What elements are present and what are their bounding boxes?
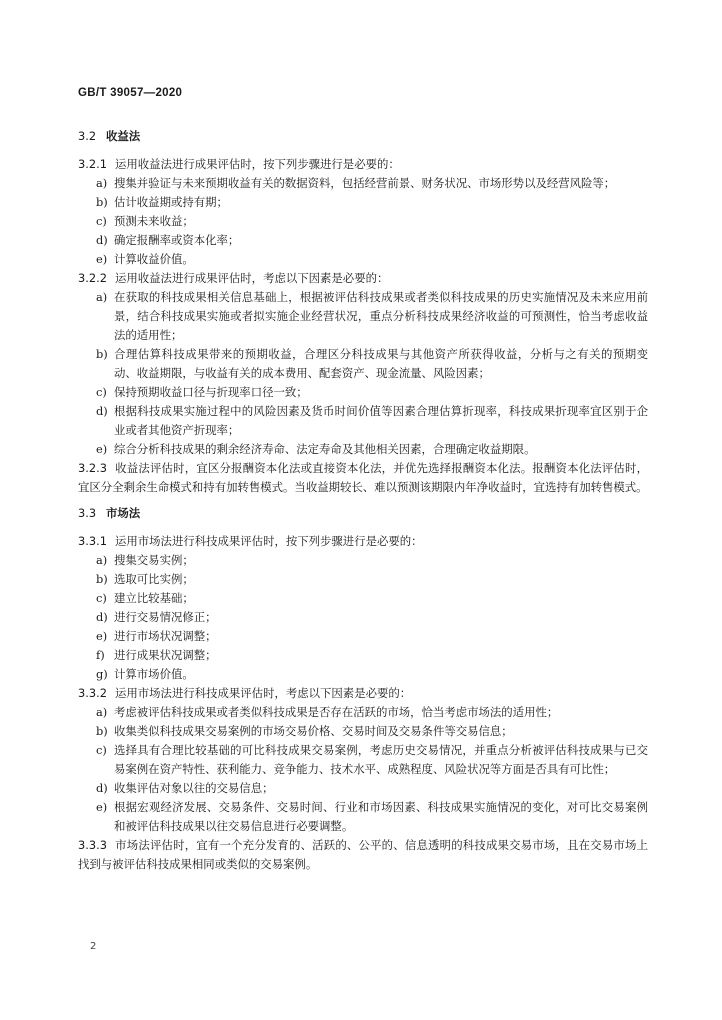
item-text: 根据科技成果实施过程中的风险因素及货币时间价值等因素合理估算折现率，科技成果折现率宜区别于企业或者其他资产折现率； [114, 404, 648, 437]
clause-text: 收益法评估时，宜区分报酬资本化法或直接资本化法，并优先选择报酬资本化法。报酬资本化法评估时，宜区分全剩余生命模式和持有加转售模式。当收益期较长、难以预测该期限内年净收益时，宜选持有加转售模式。 [78, 461, 648, 494]
list-item [78, 345, 648, 383]
item-marker: e) [96, 800, 108, 814]
list-item [78, 779, 648, 798]
clause [78, 532, 648, 551]
item-marker: a) [96, 176, 108, 190]
item-marker: d) [96, 610, 108, 624]
list-item [78, 646, 648, 665]
item-marker: g) [96, 667, 108, 681]
list-item [78, 570, 648, 589]
item-text: 合理估算科技成果带来的预期收益，合理区分科技成果与其他资产所获得收益，分析与之有关的预期变动、收益期限，与收益有关的成本费用、配套资产、现金流量、风险因素； [114, 347, 648, 380]
item-marker: b) [96, 347, 108, 361]
clause-number: 3.2.1 [78, 157, 107, 171]
item-text: 估计收益期或持有期； [114, 195, 228, 209]
list-item [78, 589, 648, 608]
item-marker: e) [96, 442, 108, 456]
item-text: 建立比较基础； [114, 591, 194, 605]
section-title: 市场法 [106, 506, 141, 520]
list-item [78, 440, 648, 459]
list-item [78, 288, 648, 345]
item-marker: a) [96, 553, 108, 567]
item-text: 选取可比实例； [114, 572, 194, 586]
list-item [78, 741, 648, 779]
item-marker: e) [96, 252, 108, 266]
section-number: 3.2 [78, 129, 97, 143]
item-text: 在获取的科技成果相关信息基础上，根据被评估科技成果或者类似科技成果的历史实施情况及未来应用前景，结合科技成果实施或者拟实施企业经营状况，重点分析科技成果经济收益的可预测性，恰当考虑收益法的适用性； [114, 290, 648, 342]
item-text: 综合分析科技成果的剩余经济寿命、法定寿命及其他相关因素，合理确定收益期限。 [114, 442, 536, 456]
item-marker: d) [96, 781, 108, 795]
page-content [78, 127, 648, 874]
item-marker: a) [96, 290, 108, 304]
list-item [78, 231, 648, 250]
item-list [78, 174, 648, 269]
item-marker: c) [96, 214, 107, 228]
item-marker: b) [96, 572, 108, 586]
item-marker: c) [96, 743, 107, 757]
clause-text: 运用收益法进行成果评估时，考虑以下因素是必要的： [114, 271, 389, 285]
item-text: 确定报酬率或资本化率； [114, 233, 240, 247]
clause-number: 3.3.1 [78, 534, 107, 548]
list-item [78, 383, 648, 402]
item-text: 进行交易情况修正； [114, 610, 217, 624]
list-item [78, 193, 648, 212]
item-text: 计算收益价值。 [114, 252, 194, 266]
clause-text: 运用市场法进行科技成果评估时，考虑以下因素是必要的： [114, 686, 412, 700]
list-item [78, 551, 648, 570]
item-text: 考虑被评估科技成果或者类似科技成果是否存在活跃的市场，恰当考虑市场法的适用性； [114, 705, 559, 719]
clause [78, 836, 648, 874]
item-marker: b) [96, 195, 108, 209]
clause-text: 运用收益法进行成果评估时，按下列步骤进行是必要的： [114, 157, 400, 171]
item-marker: a) [96, 705, 108, 719]
item-list [78, 288, 648, 459]
item-text: 预测未来收益； [114, 214, 194, 228]
item-text: 选择具有合理比较基础的可比科技成果交易案例，考虑历史交易情况，并重点分析被评估科技成果与已交易案例在资产特性、获利能力、竞争能力、技术水平、成熟程度、风险状况等方面是否具有可比性； [114, 743, 648, 776]
item-marker: f) [96, 648, 105, 662]
item-marker: c) [96, 591, 107, 605]
list-item [78, 627, 648, 646]
item-text: 保持预期收益口径与折现率口径一致； [114, 385, 308, 399]
item-text: 根据宏观经济发展、交易条件、交易时间、行业和市场因素、科技成果实施情况的变化，对可比交易案例和被评估科技成果以往交易信息进行必要调整。 [114, 800, 648, 833]
clause-number: 3.2.2 [78, 271, 107, 285]
list-item [78, 703, 648, 722]
clause-number: 3.3.2 [78, 686, 107, 700]
section-heading [78, 504, 648, 523]
section-title: 收益法 [106, 129, 141, 143]
item-marker: e) [96, 629, 108, 643]
clause-number: 3.2.3 [78, 461, 107, 475]
item-text: 收集类似科技成果交易案例的市场交易价格、交易时间及交易条件等交易信息； [114, 724, 513, 738]
item-marker: b) [96, 724, 108, 738]
list-item [78, 798, 648, 836]
standard-number: GB/T 39057—2020 [78, 87, 183, 99]
item-text: 搜集交易实例； [114, 553, 194, 567]
page-number: 2 [90, 941, 97, 952]
list-item [78, 665, 648, 684]
list-item [78, 250, 648, 269]
item-text: 进行市场状况调整； [114, 629, 217, 643]
item-text: 收集评估对象以往的交易信息； [114, 781, 274, 795]
section-heading [78, 127, 648, 146]
clause-text: 运用市场法进行科技成果评估时，按下列步骤进行是必要的： [114, 534, 423, 548]
item-marker: d) [96, 404, 108, 418]
item-text: 计算市场价值。 [114, 667, 194, 681]
item-list [78, 703, 648, 836]
clause-number: 3.3.3 [78, 838, 107, 852]
clause [78, 459, 648, 497]
list-item [78, 608, 648, 627]
clause [78, 269, 648, 288]
list-item [78, 212, 648, 231]
list-item [78, 722, 648, 741]
list-item [78, 174, 648, 193]
item-marker: d) [96, 233, 108, 247]
clause [78, 684, 648, 703]
section-number: 3.3 [78, 506, 97, 520]
list-item [78, 402, 648, 440]
item-list [78, 551, 648, 684]
clause-text: 市场法评估时，宜有一个充分发育的、活跃的、公平的、信息透明的科技成果交易市场，且在交易市场上找到与被评估科技成果相同或类似的交易案例。 [78, 838, 648, 871]
clause [78, 155, 648, 174]
item-text: 进行成果状况调整； [114, 648, 217, 662]
item-text: 搜集并验证与未来预期收益有关的数据资料，包括经营前景、财务状况、市场形势以及经营风险等； [114, 176, 616, 190]
item-marker: c) [96, 385, 107, 399]
